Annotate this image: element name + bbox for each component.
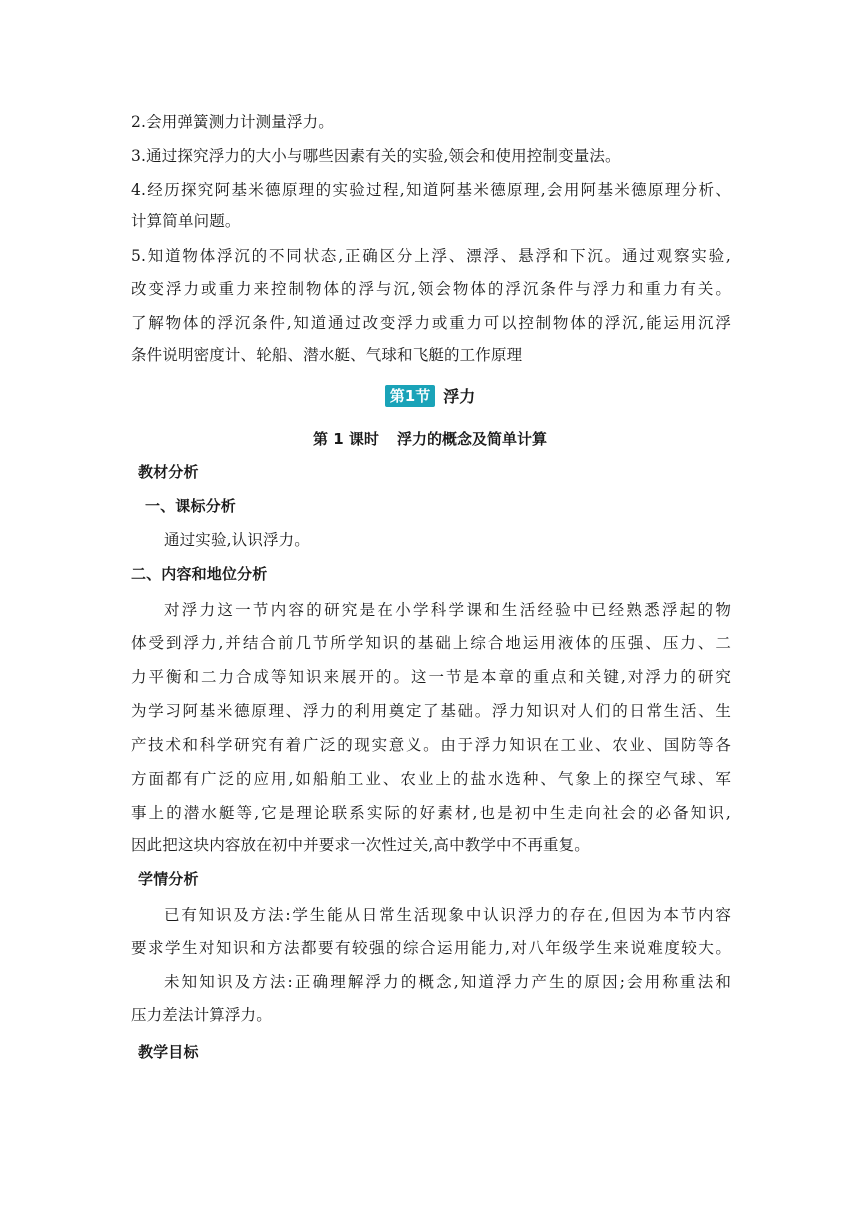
lesson-name: 浮力的概念及简单计算 — [396, 430, 547, 448]
objective-line: 2.会用弹簧测力计测量浮力。 — [131, 113, 334, 131]
content-paragraph-line: 因此把这块内容放在初中并要求一次性过关,高中教学中不再重复。 — [131, 836, 590, 854]
objective-line: 了解物体的浮沉条件,知道通过改变浮力或重力可以控制物体的浮沉,能运用沉浮 — [131, 314, 731, 332]
content-paragraph-line: 事上的潜水艇等,它是理论联系实际的好素材,也是初中生走向社会的必备知识, — [131, 804, 731, 822]
unknown-knowledge-line: 压力差法计算浮力。 — [131, 1006, 272, 1024]
standard-analysis-text: 通过实验,认识浮力。 — [164, 531, 310, 549]
content-paragraph-line: 对浮力这一节内容的研究是在小学科学课和生活经验中已经熟悉浮起的物 — [164, 601, 731, 619]
student-analysis-heading: 学情分析 — [138, 870, 199, 888]
content-paragraph-line: 力平衡和二力合成等知识来展开的。这一节是本章的重点和关键,对浮力的研究 — [131, 668, 731, 686]
objective-line: 改变浮力或重力来控制物体的浮与沉,领会物体的浮沉条件与浮力和重力有关。 — [131, 280, 731, 298]
teaching-goals-heading: 教学目标 — [138, 1043, 199, 1061]
section-name: 浮力 — [443, 387, 476, 406]
lesson-number: 第 1 课时 — [313, 430, 379, 448]
standard-analysis-heading: 一、课标分析 — [145, 497, 236, 515]
objective-line: 条件说明密度计、轮船、潜水艇、气球和飞艇的工作原理 — [131, 346, 523, 364]
content-paragraph-line: 为学习阿基米德原理、浮力的利用奠定了基础。浮力知识对人们的日常生活、生 — [131, 702, 731, 720]
content-paragraph-line: 方面都有广泛的应用,如船舶工业、农业上的盐水选种、气象上的探空气球、军 — [131, 770, 731, 788]
known-knowledge-line: 要求学生对知识和方法都要有较强的综合运用能力,对八年级学生来说难度较大。 — [131, 939, 731, 957]
objective-line: 4.经历探究阿基米德原理的实验过程,知道阿基米德原理,会用阿基米德原理分析、 — [131, 181, 731, 199]
section-badge: 第1节 — [385, 385, 435, 407]
objective-line: 计算简单问题。 — [131, 212, 241, 230]
content-paragraph-line: 体受到浮力,并结合前几节所学知识的基础上综合地运用液体的压强、压力、二 — [131, 634, 731, 652]
content-paragraph-line: 产技术和科学研究有着广泛的现实意义。由于浮力知识在工业、农业、国防等各 — [131, 736, 731, 754]
lesson-title — [0, 429, 860, 449]
section-title — [0, 384, 860, 410]
objective-line: 5.知道物体浮沉的不同状态,正确区分上浮、漂浮、悬浮和下沉。通过观察实验, — [131, 247, 731, 265]
known-knowledge-line: 已有知识及方法:学生能从日常生活现象中认识浮力的存在,但因为本节内容 — [164, 906, 731, 924]
content-analysis-heading: 二、内容和地位分析 — [131, 565, 268, 583]
unknown-knowledge-line: 未知知识及方法:正确理解浮力的概念,知道浮力产生的原因;会用称重法和 — [164, 973, 731, 991]
objective-line: 3.通过探究浮力的大小与哪些因素有关的实验,领会和使用控制变量法。 — [131, 147, 621, 165]
textbook-analysis-heading: 教材分析 — [138, 463, 199, 481]
